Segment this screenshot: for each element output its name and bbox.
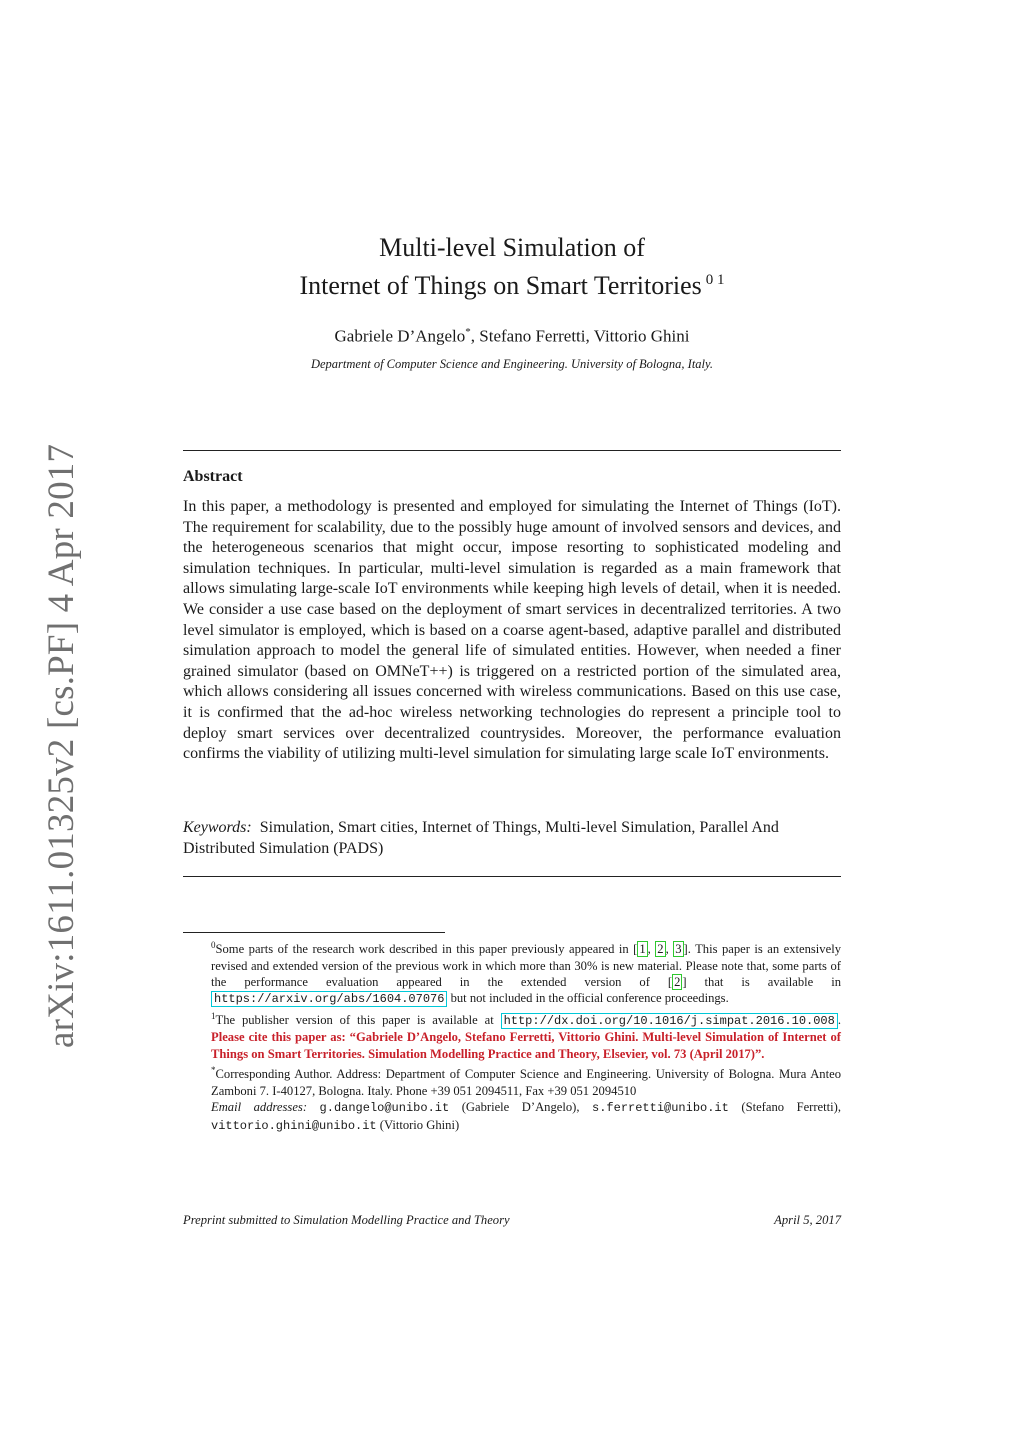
abstract-text: In this paper, a methodology is presented and employed for simulating the Internet of Things (IoT). The requirement for scalability, due to the possibly huge amount of involved sensors and devices, and the heterogeneous scenarios that might occur, impose resorting to sophisticated modeling and simulation techniques. In particular, multi-level simulation is regarded as a main framework that allows simulating large-scale IoT environments while keeping high levels of detail, when it is needed. We consider a use case based on the deployment of smart services in decentralized territories. A two level simulator is employed, which is based on a coarse agent-based, adaptive parallel and distributed simulation approach to model the general life of simulated entities. However, when needed a finer grained simulator (based on OMNeT++) is triggered on a restricted portion of the simulated area, which allows considering all issues concerned with wireless communications. Based on this use case, it is confirmed that the ad-hoc wireless networking technologies do represent a principle tool to deploy smart services over decentralized countrysides. Moreover, the performance evaluation confirms the viability of utilizing multi-level simulation for simulating large scale IoT environments. bbox=[183, 498, 841, 763]
preprint-note: Preprint submitted to Simulation Modelling Practice and Theory bbox=[183, 1213, 510, 1227]
title-line-2 bbox=[183, 264, 841, 302]
paper-title bbox=[183, 232, 841, 302]
citation-link-3[interactable]: 3 bbox=[675, 942, 682, 957]
footnote-0-text-3: ] that is available in bbox=[682, 975, 841, 989]
footnotes bbox=[183, 937, 841, 1134]
arxiv-url-link[interactable]: https://arxiv.org/abs/1604.07076 bbox=[211, 991, 447, 1007]
keywords-text: Simulation, Smart cities, Internet of Things, Multi-level Simulation, Parallel And Distributed Simulation (PADS) bbox=[183, 819, 779, 857]
footnote-1-mark: 1 bbox=[211, 1010, 216, 1021]
footnote-0-mark: 0 bbox=[211, 940, 216, 950]
footnote-0-text-4: but not included in the official conference proceedings. bbox=[447, 991, 729, 1006]
email-label: Email addresses: bbox=[211, 1100, 308, 1115]
abstract-top-rule bbox=[183, 450, 841, 451]
doi-url-link[interactable]: http://dx.doi.org/10.1016/j.simpat.2016.10.008 bbox=[501, 1013, 838, 1029]
keywords-label: Keywords: bbox=[183, 819, 252, 836]
footnote-0-text-1: Some parts of the research work described in this paper previously appeared in [ bbox=[215, 942, 638, 957]
title-footnote-marks: 0 1 bbox=[705, 272, 725, 288]
abstract-heading: Abstract bbox=[183, 468, 243, 485]
title-line-2-text: Internet of Things on Smart Territories bbox=[299, 271, 702, 300]
citation-link-1[interactable]: 1 bbox=[639, 942, 646, 957]
corresponding-text: Corresponding Author. Address: Department of Computer Science and Engineering. University of Bologna. Mura Anteo Zamboni 7. I-40127, Bologna. Italy. Phone +39 051 2094511, Fax +39 051 2094510 bbox=[211, 1067, 841, 1098]
citation-link-2[interactable]: 2 bbox=[657, 942, 664, 957]
title-line-1: Multi-level Simulation of bbox=[379, 233, 645, 262]
keywords bbox=[183, 818, 793, 859]
corresponding-mark: * bbox=[465, 326, 471, 338]
footnote-rule bbox=[183, 932, 445, 933]
affiliation: Department of Computer Science and Engineering. University of Bologna, Italy. bbox=[310, 357, 713, 371]
citation-request: Please cite this paper as: “Gabriele D’Angelo, Stefano Ferretti, Vittorio Ghini. Multi-level Simulation of Internet of Things on Smart Territories. Simulation Modelling Practice and Theory, Elsevier, vol. 73 (April 2017)”. bbox=[211, 1030, 841, 1061]
footnote-1-text-1: The publisher version of this paper is available at bbox=[215, 1013, 501, 1027]
preprint-date: April 5, 2017 bbox=[774, 1213, 841, 1227]
footnote-0: $^0$Some parts of the research work described in this paper previously appeared in [ 1 , 2 , 3 ]. This paper is an extensively revised and extended version of the previous work in which more than 30% is new material. Please note that, some parts of the performance evaluation appeared in the extended version of [ 2 ] that is available in https://arxiv.org/abs/1604.07076 but not included in the official conference proceedings. bbox=[211, 940, 841, 1007]
footnote-0-text-2: ]. This paper is an extensively revised and extended version of the previous work in which more than 30% is new material. Please note that, some parts of the performance evaluation appeared in the extended version of [ bbox=[211, 942, 841, 989]
email-2-name: (Stefano Ferretti), bbox=[728, 1100, 841, 1115]
email-2[interactable]: s.ferretti@unibo.it bbox=[592, 1101, 729, 1116]
corresponding-footnote-mark: * bbox=[211, 1065, 216, 1076]
email-3[interactable]: vittorio.ghini@unibo.it bbox=[211, 1118, 377, 1133]
abstract-bottom-rule bbox=[183, 876, 841, 877]
arxiv-stamp: arXiv:1611.01325v2 [cs.PF] 4 Apr 2017 bbox=[41, 443, 82, 1048]
other-authors: , Stefano Ferretti, Vittorio Ghini bbox=[470, 326, 690, 346]
footnote-1-text-2: . bbox=[837, 1013, 841, 1027]
citation-link-4[interactable]: 2 bbox=[674, 975, 681, 989]
email-addresses bbox=[183, 1099, 841, 1134]
author-list bbox=[183, 326, 841, 347]
footnote-corresponding bbox=[183, 1062, 841, 1099]
email-3-name: (Vittorio Ghini) bbox=[376, 1117, 460, 1132]
footnote-1 bbox=[183, 1008, 841, 1062]
email-1[interactable]: g.dangelo@unibo.it bbox=[319, 1101, 450, 1116]
author-1: Gabriele D’Angelo bbox=[334, 326, 466, 346]
email-1-name: (Gabriele D’Angelo), bbox=[449, 1100, 593, 1115]
